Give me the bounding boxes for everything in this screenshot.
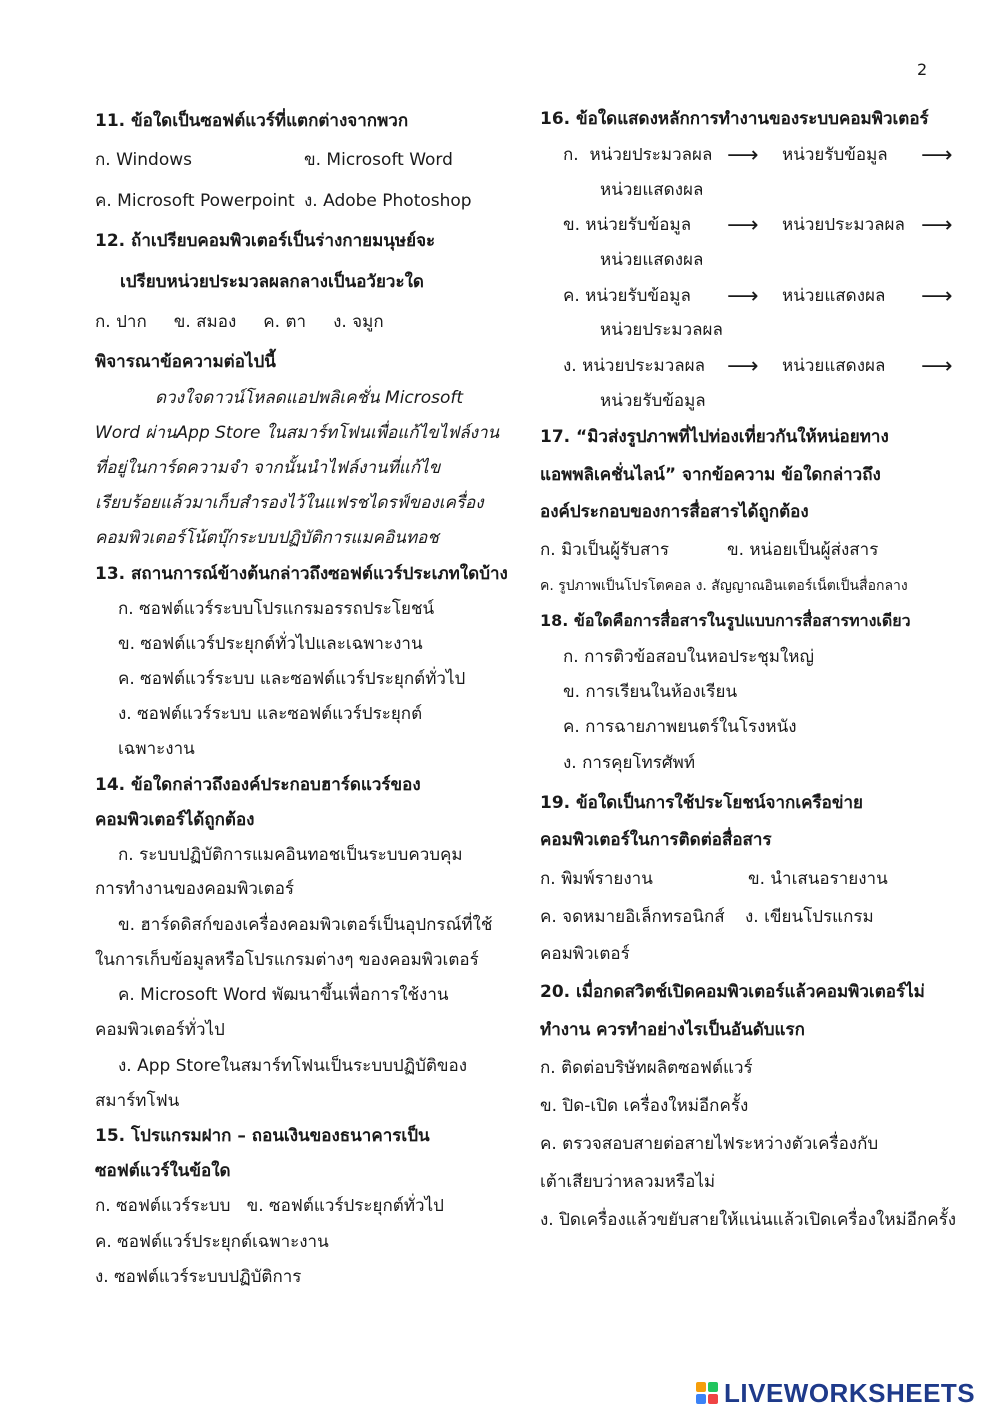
choice-b[interactable]: ข. ซอฟต์แวร์ประยุกต์ทั่วไปและเฉพาะงาน — [118, 634, 423, 654]
choice-c[interactable]: ค. Microsoft Powerpoint — [95, 191, 295, 211]
question-text: 20. เมื่อกดสวิตช์เปิดคอมพิวเตอร์แล้วคอมพิวเตอร์ไม่ — [540, 982, 925, 1002]
question-text: 13. สถานการณ์ข้างต้นกล่าวถึงซอฟต์แวร์ประเภทใดบ้าง — [95, 564, 508, 584]
option-third: หน่วยประมวลผล — [600, 320, 723, 340]
choice-b[interactable]: ข. การเรียนในห้องเรียน — [563, 682, 738, 702]
brand-name: LIVEWORKSHEETS — [724, 1377, 976, 1408]
choice-c[interactable]: ค. ซอฟต์แวร์ประยุกต์เฉพาะงาน — [95, 1232, 329, 1252]
arrow-icon: ⟶ — [727, 143, 759, 168]
choice-a[interactable]: ก. การติวข้อสอบในหอประชุมใหญ่ — [563, 647, 814, 667]
page-number: 2 — [917, 60, 928, 79]
logo-tile — [696, 1394, 706, 1404]
choice-b[interactable]: ข. ปิด-เปิด เครื่องใหม่อีกครั้ง — [540, 1096, 749, 1116]
choice-c[interactable]: ค. ซอฟต์แวร์ระบบ และซอฟต์แวร์ประยุกต์ทั่วไป — [118, 669, 466, 689]
passage-heading: พิจารณาข้อความต่อไปนี้ — [95, 352, 276, 372]
option-second: หน่วยแสดงผล — [782, 356, 886, 376]
option-first: ค. หน่วยรับข้อมูล — [563, 286, 691, 306]
arrow-icon: ⟶ — [921, 213, 953, 238]
option-third: หน่วยแสดงผล — [600, 250, 704, 270]
option-second: หน่วยรับข้อมูล — [782, 145, 888, 165]
choice-b[interactable]: ข. หน่อยเป็นผู้ส่งสาร — [727, 540, 879, 560]
option-first: ข. หน่วยรับข้อมูล — [563, 215, 692, 235]
liveworksheets-brand[interactable] — [696, 1378, 975, 1408]
question-text-line2: ทำงาน ควรทำอย่างไรเป็นอันดับแรก — [540, 1020, 805, 1040]
choice-a[interactable]: ก. ซอฟต์แวร์ระบบโปรแกรมอรรถประโยชน์ — [118, 599, 435, 619]
question-text-line2: ซอฟต์แวร์ในข้อใด — [95, 1161, 231, 1181]
choice-d[interactable]: ง. เขียนโปรแกรม — [745, 907, 874, 927]
option-second: หน่วยแสดงผล — [782, 286, 886, 306]
choice-d[interactable]: ง. App Storeในสมาร์ทโฟนเป็นระบบปฏิบัติของ — [118, 1056, 468, 1076]
choice-cd[interactable]: ค. รูปภาพเป็นโปรโตคอล ง. สัญญาณอินเตอร์เน็ตเป็นสื่อกลาง — [540, 578, 908, 594]
question-text: 18. ข้อใดคือการสื่อสารในรูปแบบการสื่อสารทางเดียว — [540, 611, 911, 630]
option-third: หน่วยแสดงผล — [600, 180, 704, 200]
choice-d-cont: สมาร์ทโฟน — [95, 1091, 180, 1111]
choice-d-cont: เฉพาะงาน — [118, 739, 195, 759]
choice-b-cont: ในการเก็บข้อมูลหรือโปรแกรมต่างๆ ของคอมพิวเตอร์ — [95, 950, 479, 970]
arrow-icon: ⟶ — [921, 143, 953, 168]
arrow-icon: ⟶ — [921, 354, 953, 379]
choice-a[interactable]: ก. ระบบปฏิบัติการแมคอินทอชเป็นระบบควบคุม — [118, 845, 463, 865]
question-text: 19. ข้อใดเป็นการใช้ประโยชน์จากเครือข่าย — [540, 793, 863, 813]
logo-tile — [708, 1382, 718, 1392]
choices[interactable]: ก. ปาก ข. สมอง ค. ตา ง. จมูก — [95, 312, 384, 332]
question-text: 14. ข้อใดกล่าวถึงองค์ประกอบฮาร์ดแวร์ของ — [95, 775, 421, 795]
choice-c[interactable]: ค. การฉายภาพยนตร์ในโรงหนัง — [563, 717, 797, 737]
passage-line: เรียบร้อยแล้วมาเก็บสำรองไว้ในแฟรชไดรฟ์ของเครื่อง — [95, 493, 484, 513]
arrow-icon: ⟶ — [727, 354, 759, 379]
choice-d[interactable]: ง. การคุยโทรศัพท์ — [563, 753, 696, 773]
question-text: 12. ถ้าเปรียบคอมพิวเตอร์เป็นร่างกายมนุษย์จะ — [95, 231, 436, 251]
choice-c-cont: คอมพิวเตอร์ทั่วไป — [95, 1020, 225, 1040]
choice-b[interactable]: ข. Microsoft Word — [304, 150, 453, 170]
choice-d[interactable]: ง. Adobe Photoshop — [304, 191, 472, 211]
passage-line: Word ผ่านApp Store ในสมาร์ทโฟนเพื่อแก้ไขไฟล์งาน — [95, 423, 500, 443]
passage-line: ดวงใจดาวน์โหลดแอปพลิเคชั่น Microsoft — [155, 388, 464, 408]
question-text: 15. โปรแกรมฝาก – ถอนเงินของธนาคารเป็น — [95, 1126, 430, 1146]
option-first: ก. หน่วยประมวลผล — [563, 145, 713, 165]
choice-d[interactable]: ง. ซอฟต์แวร์ระบบ และซอฟต์แวร์ประยุกต์ — [118, 704, 423, 724]
arrow-icon: ⟶ — [727, 213, 759, 238]
liveworksheets-logo-icon — [696, 1382, 718, 1404]
choice-d[interactable]: ง. ซอฟต์แวร์ระบบปฏิบัติการ — [95, 1267, 302, 1287]
choice-c[interactable]: ค. Microsoft Word พัฒนาขึ้นเพื่อการใช้งาน — [118, 985, 449, 1005]
choice-b[interactable]: ข. นำเสนอรายงาน — [748, 869, 888, 889]
arrow-icon: ⟶ — [921, 284, 953, 309]
question-text-line2: แอพพลิเคชั่นไลน์” จากข้อความ ข้อใดกล่าวถึง — [540, 465, 881, 485]
option-first: ง. หน่วยประมวลผล — [563, 356, 706, 376]
question-text: 16. ข้อใดแสดงหลักการทำงานของระบบคอมพิวเตอร์ — [540, 109, 929, 129]
question-text-line3: องค์ประกอบของการสื่อสารได้ถูกต้อง — [540, 502, 809, 522]
choice-a-cont: การทำงานของคอมพิวเตอร์ — [95, 879, 295, 899]
question-text-line2: เปรียบหน่วยประมวลผลกลางเป็นอวัยวะใด — [120, 272, 424, 292]
passage-line: คอมพิวเตอร์โน้ตบุ๊กระบบปฏิบัติการแมคอินทอช — [95, 528, 439, 548]
choice-ab[interactable]: ก. ซอฟต์แวร์ระบบ ข. ซอฟต์แวร์ประยุกต์ทั่วไป — [95, 1196, 444, 1216]
choice-a[interactable]: ก. Windows — [95, 150, 192, 170]
question-text: 17. “มิวส่งรูปภาพที่ไปท่องเที่ยวกันให้หน่อยทาง — [540, 427, 889, 447]
choice-c-cont: เต้าเสียบว่าหลวมหรือไม่ — [540, 1172, 716, 1192]
choice-d[interactable]: ง. ปิดเครื่องแล้วขยับสายให้แน่นแล้วเปิดเครื่องใหม่อีกครั้ง — [540, 1210, 957, 1230]
choice-c[interactable]: ค. ตรวจสอบสายต่อสายไฟระหว่างตัวเครื่องกับ — [540, 1134, 879, 1154]
question-text-line2: คอมพิวเตอร์ในการติดต่อสื่อสาร — [540, 830, 772, 850]
choice-a[interactable]: ก. ติดต่อบริษัทผลิตซอฟต์แวร์ — [540, 1058, 753, 1078]
passage-line: ที่อยู่ในการ์ดความจำ จากนั้นนำไฟล์งานที่แก้ไข — [95, 458, 441, 478]
choice-c[interactable]: ค. จดหมายอิเล็กทรอนิกส์ — [540, 907, 725, 927]
option-second: หน่วยประมวลผล — [782, 215, 905, 235]
choice-b[interactable]: ข. ฮาร์ดดิสก์ของเครื่องคอมพิวเตอร์เป็นอุปกรณ์ที่ใช้ — [118, 915, 493, 935]
question-text: 11. ข้อใดเป็นซอฟต์แวร์ที่แตกต่างจากพวก — [95, 111, 409, 131]
option-third: หน่วยรับข้อมูล — [600, 391, 706, 411]
logo-tile — [696, 1382, 706, 1392]
choice-a[interactable]: ก. พิมพ์รายงาน — [540, 869, 653, 889]
question-text-line2: คอมพิวเตอร์ได้ถูกต้อง — [95, 810, 255, 830]
choice-a[interactable]: ก. มิวเป็นผู้รับสาร — [540, 540, 670, 560]
logo-tile — [708, 1394, 718, 1404]
choice-d-cont: คอมพิวเตอร์ — [540, 944, 630, 964]
arrow-icon: ⟶ — [727, 284, 759, 309]
